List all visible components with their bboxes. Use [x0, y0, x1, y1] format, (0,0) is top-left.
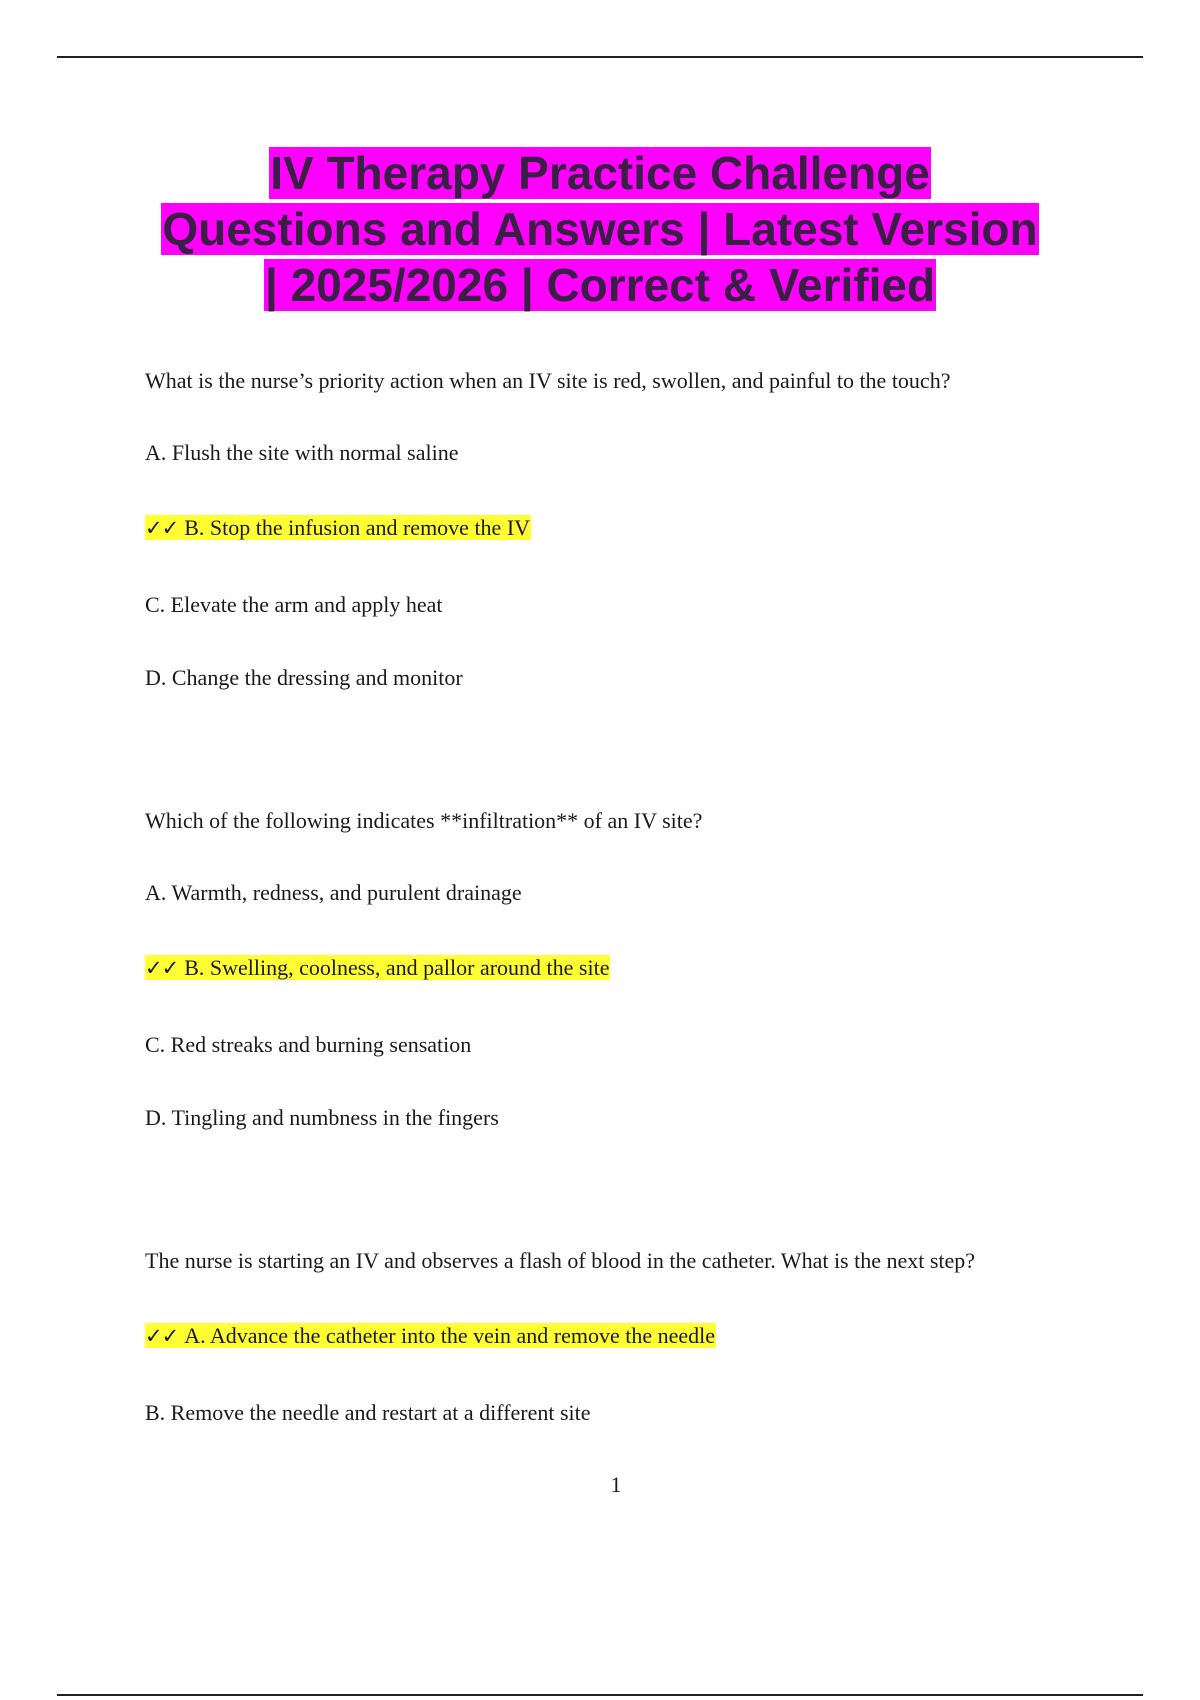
question-2-option-c: C. Red streaks and burning sensation [145, 1032, 472, 1057]
question-2-option-b-correct [145, 953, 610, 983]
top-rule [57, 56, 1143, 58]
double-check-icon: ✓✓ [145, 956, 179, 980]
question-1-text: What is the nurse’s priority action when an IV site is red, swollen, and painful to the touch? [145, 368, 951, 393]
question-3-text: The nurse is starting an IV and observes a flash of blood in the catheter. What is the next step? [145, 1248, 976, 1273]
title-line-1: IV Therapy Practice Challenge [270, 147, 930, 199]
double-check-icon: ✓✓ [145, 516, 179, 540]
question-2-option-d: D. Tingling and numbness in the fingers [145, 1105, 499, 1130]
title-line-3: | 2025/2026 | Correct & Verified [264, 259, 936, 311]
page-number: 1 [610, 1472, 622, 1497]
document-title [100, 145, 1100, 313]
question-1-option-d: D. Change the dressing and monitor [145, 665, 463, 690]
correct-answer-highlight: ✓✓ B. Stop the infusion and remove the IV [145, 515, 531, 540]
question-3-option-a-correct [145, 1321, 716, 1351]
question-2-text: Which of the following indicates **infiltration** of an IV site? [145, 808, 703, 833]
question-2-option-a: A. Warmth, redness, and purulent drainage [145, 880, 522, 905]
double-check-icon: ✓✓ [145, 1324, 179, 1348]
question-3-option-b: B. Remove the needle and restart at a different site [145, 1400, 591, 1425]
correct-answer-highlight: ✓✓ A. Advance the catheter into the vein and remove the needle [145, 1323, 716, 1348]
question-1-option-c: C. Elevate the arm and apply heat [145, 592, 443, 617]
question-1-option-a: A. Flush the site with normal saline [145, 440, 459, 465]
correct-answer-highlight: ✓✓ B. Swelling, coolness, and pallor around the site [145, 955, 610, 980]
bottom-rule [57, 1694, 1143, 1696]
question-1-option-b-correct [145, 513, 531, 543]
title-line-2: Questions and Answers | Latest Version [162, 203, 1038, 255]
